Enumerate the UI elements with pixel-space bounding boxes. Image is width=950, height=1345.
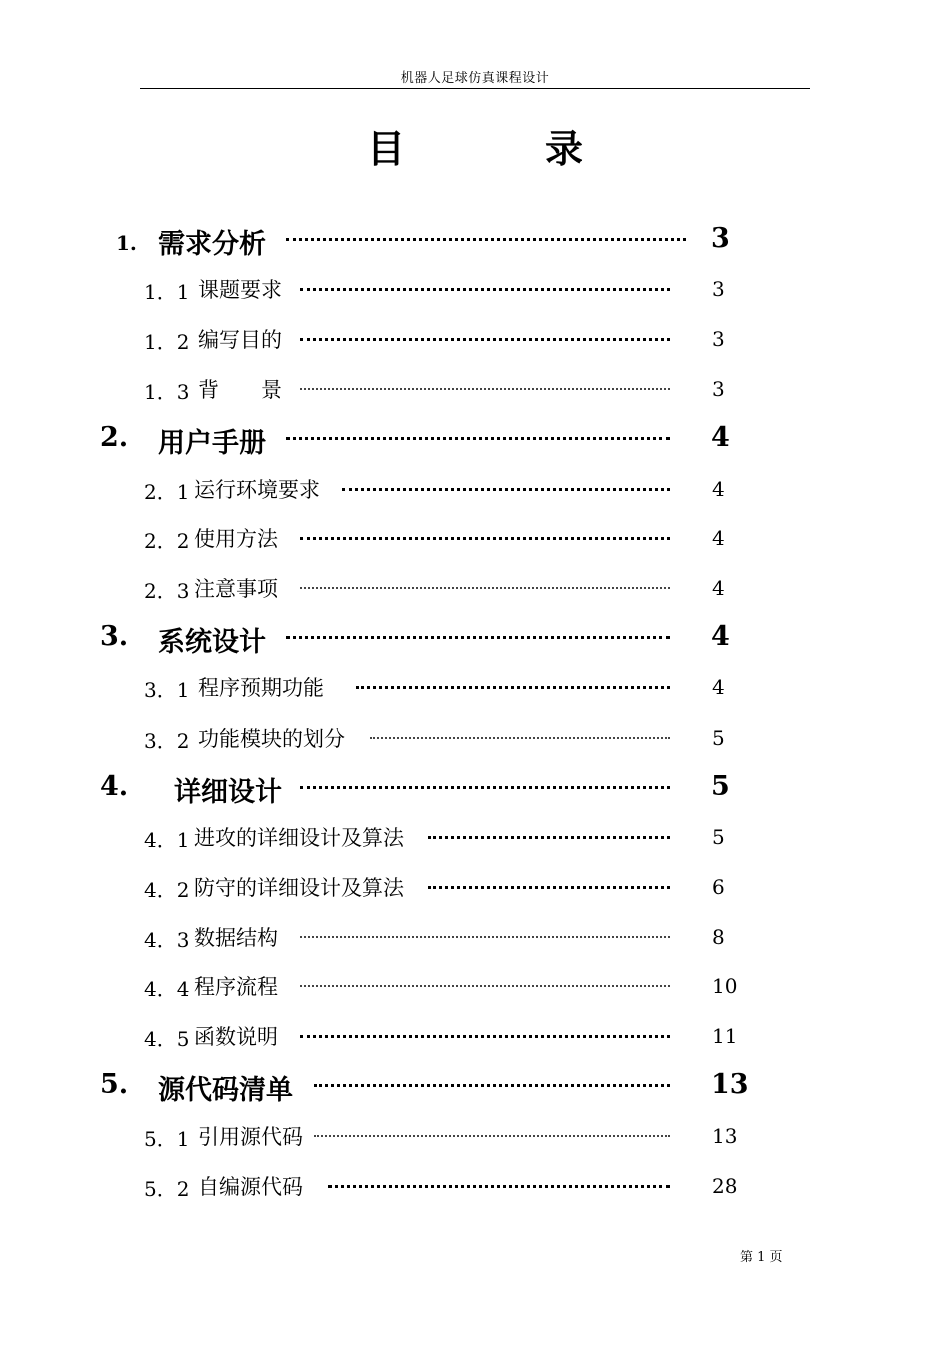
leader-dots (300, 537, 670, 540)
entry-number: 2. (100, 422, 129, 453)
leader-dots (300, 587, 670, 589)
toc-entry-4-2[interactable] (0, 872, 950, 906)
leader-dots (300, 338, 670, 341)
entry-number: 4．4 (144, 977, 190, 1001)
toc-entry-2-3[interactable] (0, 573, 950, 607)
entry-number: 3．2 (144, 729, 190, 753)
toc-entry-3-1[interactable] (0, 672, 950, 706)
entry-label: 功能模块的划分 (198, 727, 345, 751)
entry-number: 5. (100, 1069, 129, 1100)
entry-number: 1．3 (144, 380, 190, 404)
entry-page: 28 (712, 1174, 738, 1198)
entry-number: 3. (100, 621, 129, 652)
entry-number: 4．3 (144, 928, 190, 952)
entry-number: 5．2 (144, 1177, 190, 1201)
entry-number: 1．1 (144, 280, 190, 304)
toc-entry-3-2[interactable] (0, 723, 950, 757)
entry-label: 背 景 (198, 378, 282, 402)
entry-number: 2．2 (144, 529, 190, 553)
entry-label: 程序预期功能 (198, 676, 324, 700)
entry-page: 13 (712, 1124, 738, 1148)
entry-label: 程序流程 (194, 975, 278, 999)
entry-page: 6 (712, 875, 725, 899)
entry-label: 防守的详细设计及算法 (194, 876, 404, 900)
entry-label: 引用源代码 (198, 1125, 303, 1149)
entry-page: 4 (712, 477, 725, 501)
entry-page: 4 (711, 422, 730, 453)
entry-page: 4 (712, 526, 725, 550)
entry-page: 11 (712, 1024, 738, 1048)
toc-entry-2[interactable] (0, 421, 950, 459)
entry-page: 4 (712, 675, 725, 699)
entry-number: 1．2 (144, 330, 190, 354)
entry-page: 3 (712, 277, 725, 301)
toc-entry-1-3[interactable] (0, 374, 950, 408)
leader-dots (286, 437, 670, 440)
leader-dots (300, 1035, 670, 1038)
toc-title-left: 目 (366, 126, 405, 171)
entry-page: 13 (711, 1069, 749, 1100)
entry-label: 用户手册 (158, 428, 266, 459)
leader-dots (314, 1135, 670, 1137)
entry-number: 3．1 (144, 678, 190, 702)
entry-page: 10 (712, 974, 738, 998)
entry-page: 4 (712, 576, 725, 600)
entry-number: 2．1 (144, 480, 190, 504)
entry-number: 5．1 (144, 1127, 190, 1151)
entry-label: 编写目的 (198, 328, 282, 352)
leader-dots (300, 288, 670, 291)
toc-entry-2-1[interactable] (0, 474, 950, 508)
entry-page: 5 (712, 825, 725, 849)
toc-entry-4-1[interactable] (0, 822, 950, 856)
entry-number: 4．5 (144, 1027, 190, 1051)
toc-entry-1[interactable] (0, 222, 950, 260)
entry-label: 详细设计 (174, 777, 282, 808)
entry-label: 源代码清单 (158, 1075, 293, 1106)
toc-entry-5[interactable] (0, 1068, 950, 1106)
entry-page: 3 (711, 223, 730, 254)
leader-dots (370, 737, 670, 739)
toc-entry-4-5[interactable] (0, 1021, 950, 1055)
toc-entry-4-4[interactable] (0, 971, 950, 1005)
leader-dots (300, 786, 670, 789)
entry-page: 8 (712, 925, 725, 949)
entry-label: 使用方法 (194, 527, 278, 551)
toc-entry-3[interactable] (0, 620, 950, 658)
toc-entry-1-2[interactable] (0, 324, 950, 358)
entry-label: 系统设计 (158, 627, 266, 658)
leader-dots (314, 1084, 670, 1087)
leader-dots (286, 238, 686, 241)
entry-label: 课题要求 (198, 278, 282, 302)
leader-dots (300, 936, 670, 938)
leader-dots (356, 686, 670, 689)
entry-label: 自编源代码 (198, 1175, 303, 1199)
toc-entry-4-3[interactable] (0, 922, 950, 956)
leader-dots (328, 1185, 670, 1188)
entry-page: 5 (712, 726, 725, 750)
page-number-footer: 第 1 页 (740, 1250, 783, 1265)
entry-number: 1. (116, 231, 137, 255)
entry-number: 4．2 (144, 878, 190, 902)
entry-label: 运行环境要求 (194, 478, 320, 502)
toc-entry-5-1[interactable] (0, 1121, 950, 1155)
toc-entry-2-2[interactable] (0, 523, 950, 557)
leader-dots (300, 985, 670, 987)
entry-label: 函数说明 (194, 1025, 278, 1049)
leader-dots (286, 636, 670, 639)
running-header: 机器人足球仿真课程设计 (400, 71, 550, 86)
leader-dots (428, 886, 670, 889)
entry-page: 5 (711, 771, 730, 802)
entry-page: 4 (711, 621, 730, 652)
entry-page: 3 (712, 377, 725, 401)
entry-number: 4. (100, 771, 129, 802)
leader-dots (300, 388, 670, 390)
toc-entry-5-2[interactable] (0, 1171, 950, 1205)
toc-entry-4[interactable] (0, 770, 950, 808)
entry-label: 数据结构 (194, 926, 278, 950)
entry-number: 4．1 (144, 828, 190, 852)
entry-label: 需求分析 (158, 229, 266, 260)
entry-number: 2．3 (144, 579, 190, 603)
leader-dots (428, 836, 670, 839)
leader-dots (342, 488, 670, 491)
entry-label: 注意事项 (194, 577, 278, 601)
toc-title-right: 录 (545, 126, 584, 171)
entry-label: 进攻的详细设计及算法 (194, 826, 404, 850)
toc-entry-1-1[interactable] (0, 274, 950, 308)
entry-page: 3 (712, 327, 725, 351)
